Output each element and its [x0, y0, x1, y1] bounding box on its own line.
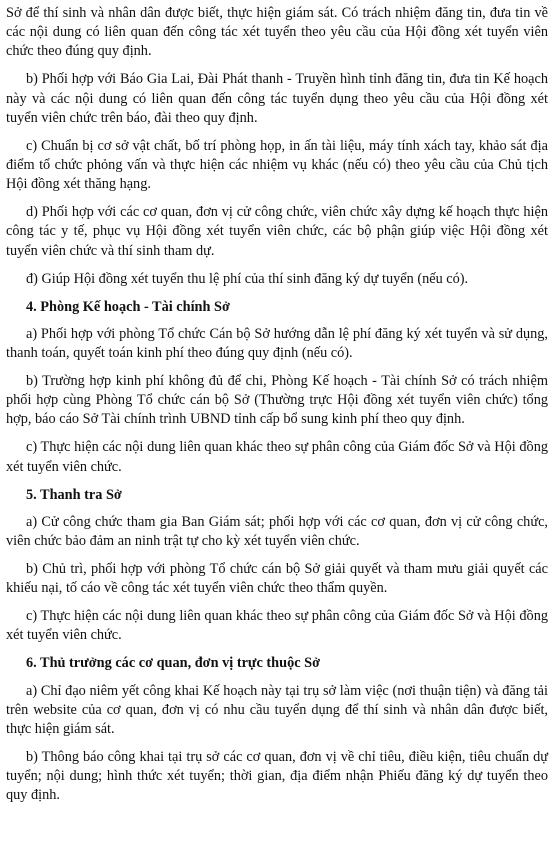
paragraph-4c: c) Thực hiện các nội dung liên quan khác theo sự phân công của Giám đốc Sở và Hội đồng xét tuyển viên chức. — [6, 439, 548, 475]
paragraph-3d: d) Phối hợp với các cơ quan, đơn vị cử công chức, viên chức xây dựng kế hoạch thực hiện công tác y tế, phục vụ Hội đồng xét tuyển viên chức, các bộ phận giúp việc Hội đồng xét tuyển viên chức và thí sinh tham dự. — [6, 204, 548, 259]
paragraph-3b: b) Phối hợp với Báo Gia Lai, Đài Phát thanh - Truyền hình tỉnh đăng tin, đưa tin Kế hoạch này và các nội dung có liên quan đến công tác tuyển dụng theo yêu cầu của Hội đồng xét tuyển viên chức trên báo, đài theo quy định. — [6, 71, 548, 126]
paragraph-5a: a) Cử công chức tham gia Ban Giám sát; phối hợp với các cơ quan, đơn vị cử công chức, viên chức bảo đảm an ninh trật tự cho kỳ xét tuyển viên chức. — [6, 513, 548, 550]
paragraph-4a: a) Phối hợp với phòng Tổ chức Cán bộ Sở hướng dẫn lệ phí đăng ký xét tuyển và sử dụng, thanh toán, quyết toán kinh phí theo đúng quy định (nếu có). — [6, 325, 548, 362]
paragraph-5b: b) Chủ trì, phối hợp với phòng Tổ chức cán bộ Sở giải quyết và tham mưu giải quyết các khiếu nại, tố cáo về công tác xét tuyển viên chức theo thẩm quyền. — [6, 561, 548, 597]
paragraph-4b: b) Trường hợp kinh phí không đủ để chi, Phòng Kế hoạch - Tài chính Sở có trách nhiệm phối hợp cùng Phòng Tổ chức cán bộ Sở (Thường trực Hội đồng xét tuyển viên chức) tổng hợp, báo cáo Sở Tài chính trình UBND tỉnh cấp bổ sung kinh phí theo quy định. — [6, 373, 548, 428]
paragraph-6a: a) Chỉ đạo niêm yết công khai Kế hoạch này tại trụ sở làm việc (nơi thuận tiện) và đăng tải trên website của cơ quan, đơn vị có nhu cầu tuyển dụng để thí sinh và nhân dân được biết, thực hiện giám sát. — [6, 682, 548, 738]
section-heading-6: 6. Thủ trưởng các cơ quan, đơn vị trực thuộc Sở — [26, 655, 321, 672]
paragraph-3c: c) Chuẩn bị cơ sở vật chất, bố trí phòng họp, in ấn tài liệu, máy tính xách tay, khảo sát địa điểm tổ chức phỏng vấn và thực hiện các nhiệm vụ khác (nếu có) theo yêu cầu của Chủ tịch Hội đồng xét thăng hạng. — [6, 137, 548, 193]
paragraph-3dd: đ) Giúp Hội đồng xét tuyển thu lệ phí của thí sinh đăng ký dự tuyển (nếu có). — [26, 270, 469, 287]
paragraph-continuation: Sở để thí sinh và nhân dân được biết, thực hiện giám sát. Có trách nhiệm đăng tin, đưa tin về các nội dung có liên quan đến công tác xét tuyển theo yêu cầu của Hội đồng xét tuyển viên chức theo đúng quy định. — [6, 5, 548, 60]
section-heading-4: 4. Phòng Kế hoạch - Tài chính Sở — [26, 298, 230, 315]
paragraph-5c: c) Thực hiện các nội dung liên quan khác theo sự phân công của Giám đốc Sở và Hội đồng xét tuyển viên chức. — [6, 608, 548, 644]
section-heading-5: 5. Thanh tra Sở — [26, 486, 122, 503]
paragraph-6b: b) Thông báo công khai tại trụ sở các cơ quan, đơn vị về chỉ tiêu, điều kiện, tiêu chuẩn dự tuyển; nội dung; hình thức xét tuyển; thời gian, địa điểm nhận Phiếu đăng ký dự tuyển theo quy định. — [6, 749, 548, 804]
